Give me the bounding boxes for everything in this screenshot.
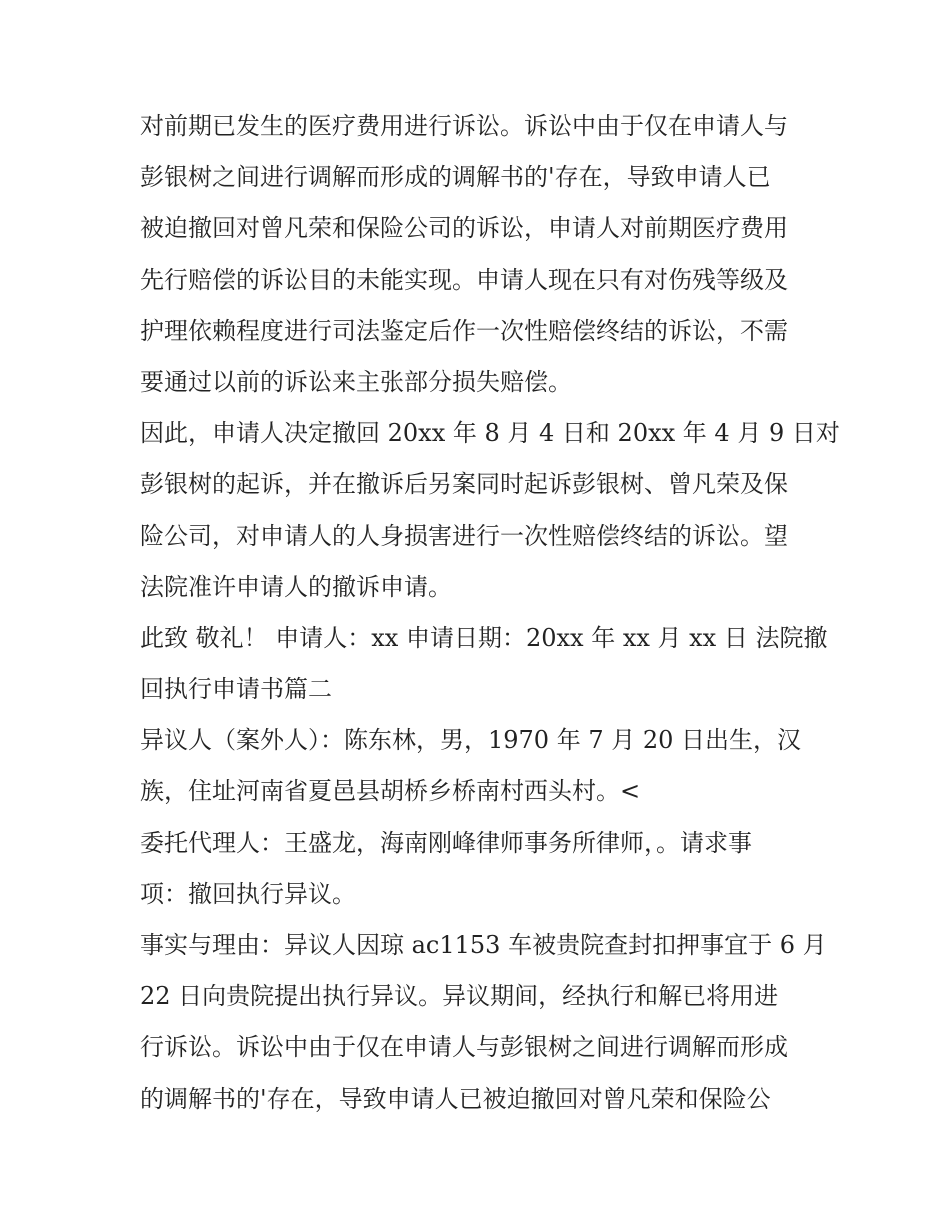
text-line: 因此，申请人决定撤回 20xx 年 8 月 4 日和 20xx 年 4 月 9 日对 [140,419,840,448]
paragraph-objector-info [140,715,820,817]
text-line: 要通过以前的诉讼来主张部分损失赔偿。 [140,367,572,396]
paragraph-medical-litigation [140,101,820,408]
paragraph-withdrawal-decision [140,408,840,613]
text-line: 族，住址河南省夏邑县胡桥乡桥南村西头村。< [140,777,641,806]
text-line: 彭银树的起诉，并在撤诉后另案同时起诉彭银树、曾凡荣及保 [140,470,788,499]
text-line: 事实与理由：异议人因琼 ac1153 车被贵院查封扣押事宜于 6 月 [140,931,827,959]
text-line: 对前期已发生的医疗费用进行诉讼。诉讼中由于仅在申请人与 [140,112,788,140]
text-line: 被迫撤回对曾凡荣和保险公司的诉讼，申请人对前期医疗费用 [140,214,788,243]
text-line: 险公司，对申请人的人身损害进行一次性赔偿终结的诉讼。望 [140,521,788,550]
paragraph-facts-and-reasons [140,920,827,1125]
paragraph-agent-and-request [140,818,820,920]
document-body [140,101,840,1125]
text-line: 22 日向贵院提出执行异议。异议期间，经执行和解已将用进 [140,982,779,1011]
text-line: 委托代理人：王盛龙，海南刚峰律师事务所律师，。请求事 [140,828,752,857]
text-line: 异议人（案外人）：陈东林，男，1970 年 7 月 20 日出生，汉 [140,726,802,755]
text-line: 彭银树之间进行调解而形成的调解书的'存在，导致申请人已 [140,163,771,192]
text-line: 此致 敬礼！ 申请人：xx 申请日期：20xx 年 xx 月 xx 日 法院撤 [140,623,828,652]
text-line: 先行赔偿的诉讼目的未能实现。申请人现在只有对伤残等级及 [140,265,788,294]
text-line: 的调解书的'存在，导致申请人已被迫撤回对曾凡荣和保险公 [140,1084,771,1113]
text-line: 法院准许申请人的撤诉申请。 [140,572,452,601]
text-line: 回执行申请书篇二 [140,675,332,704]
text-line: 护理依赖程度进行司法鉴定后作一次性赔偿终结的诉讼，不需 [140,316,788,345]
paragraph-closing-and-section-title [140,613,828,715]
text-line: 行诉讼。诉讼中由于仅在申请人与彭银树之间进行调解而形成 [140,1033,788,1062]
text-line: 项：撤回执行异议。 [140,879,356,908]
